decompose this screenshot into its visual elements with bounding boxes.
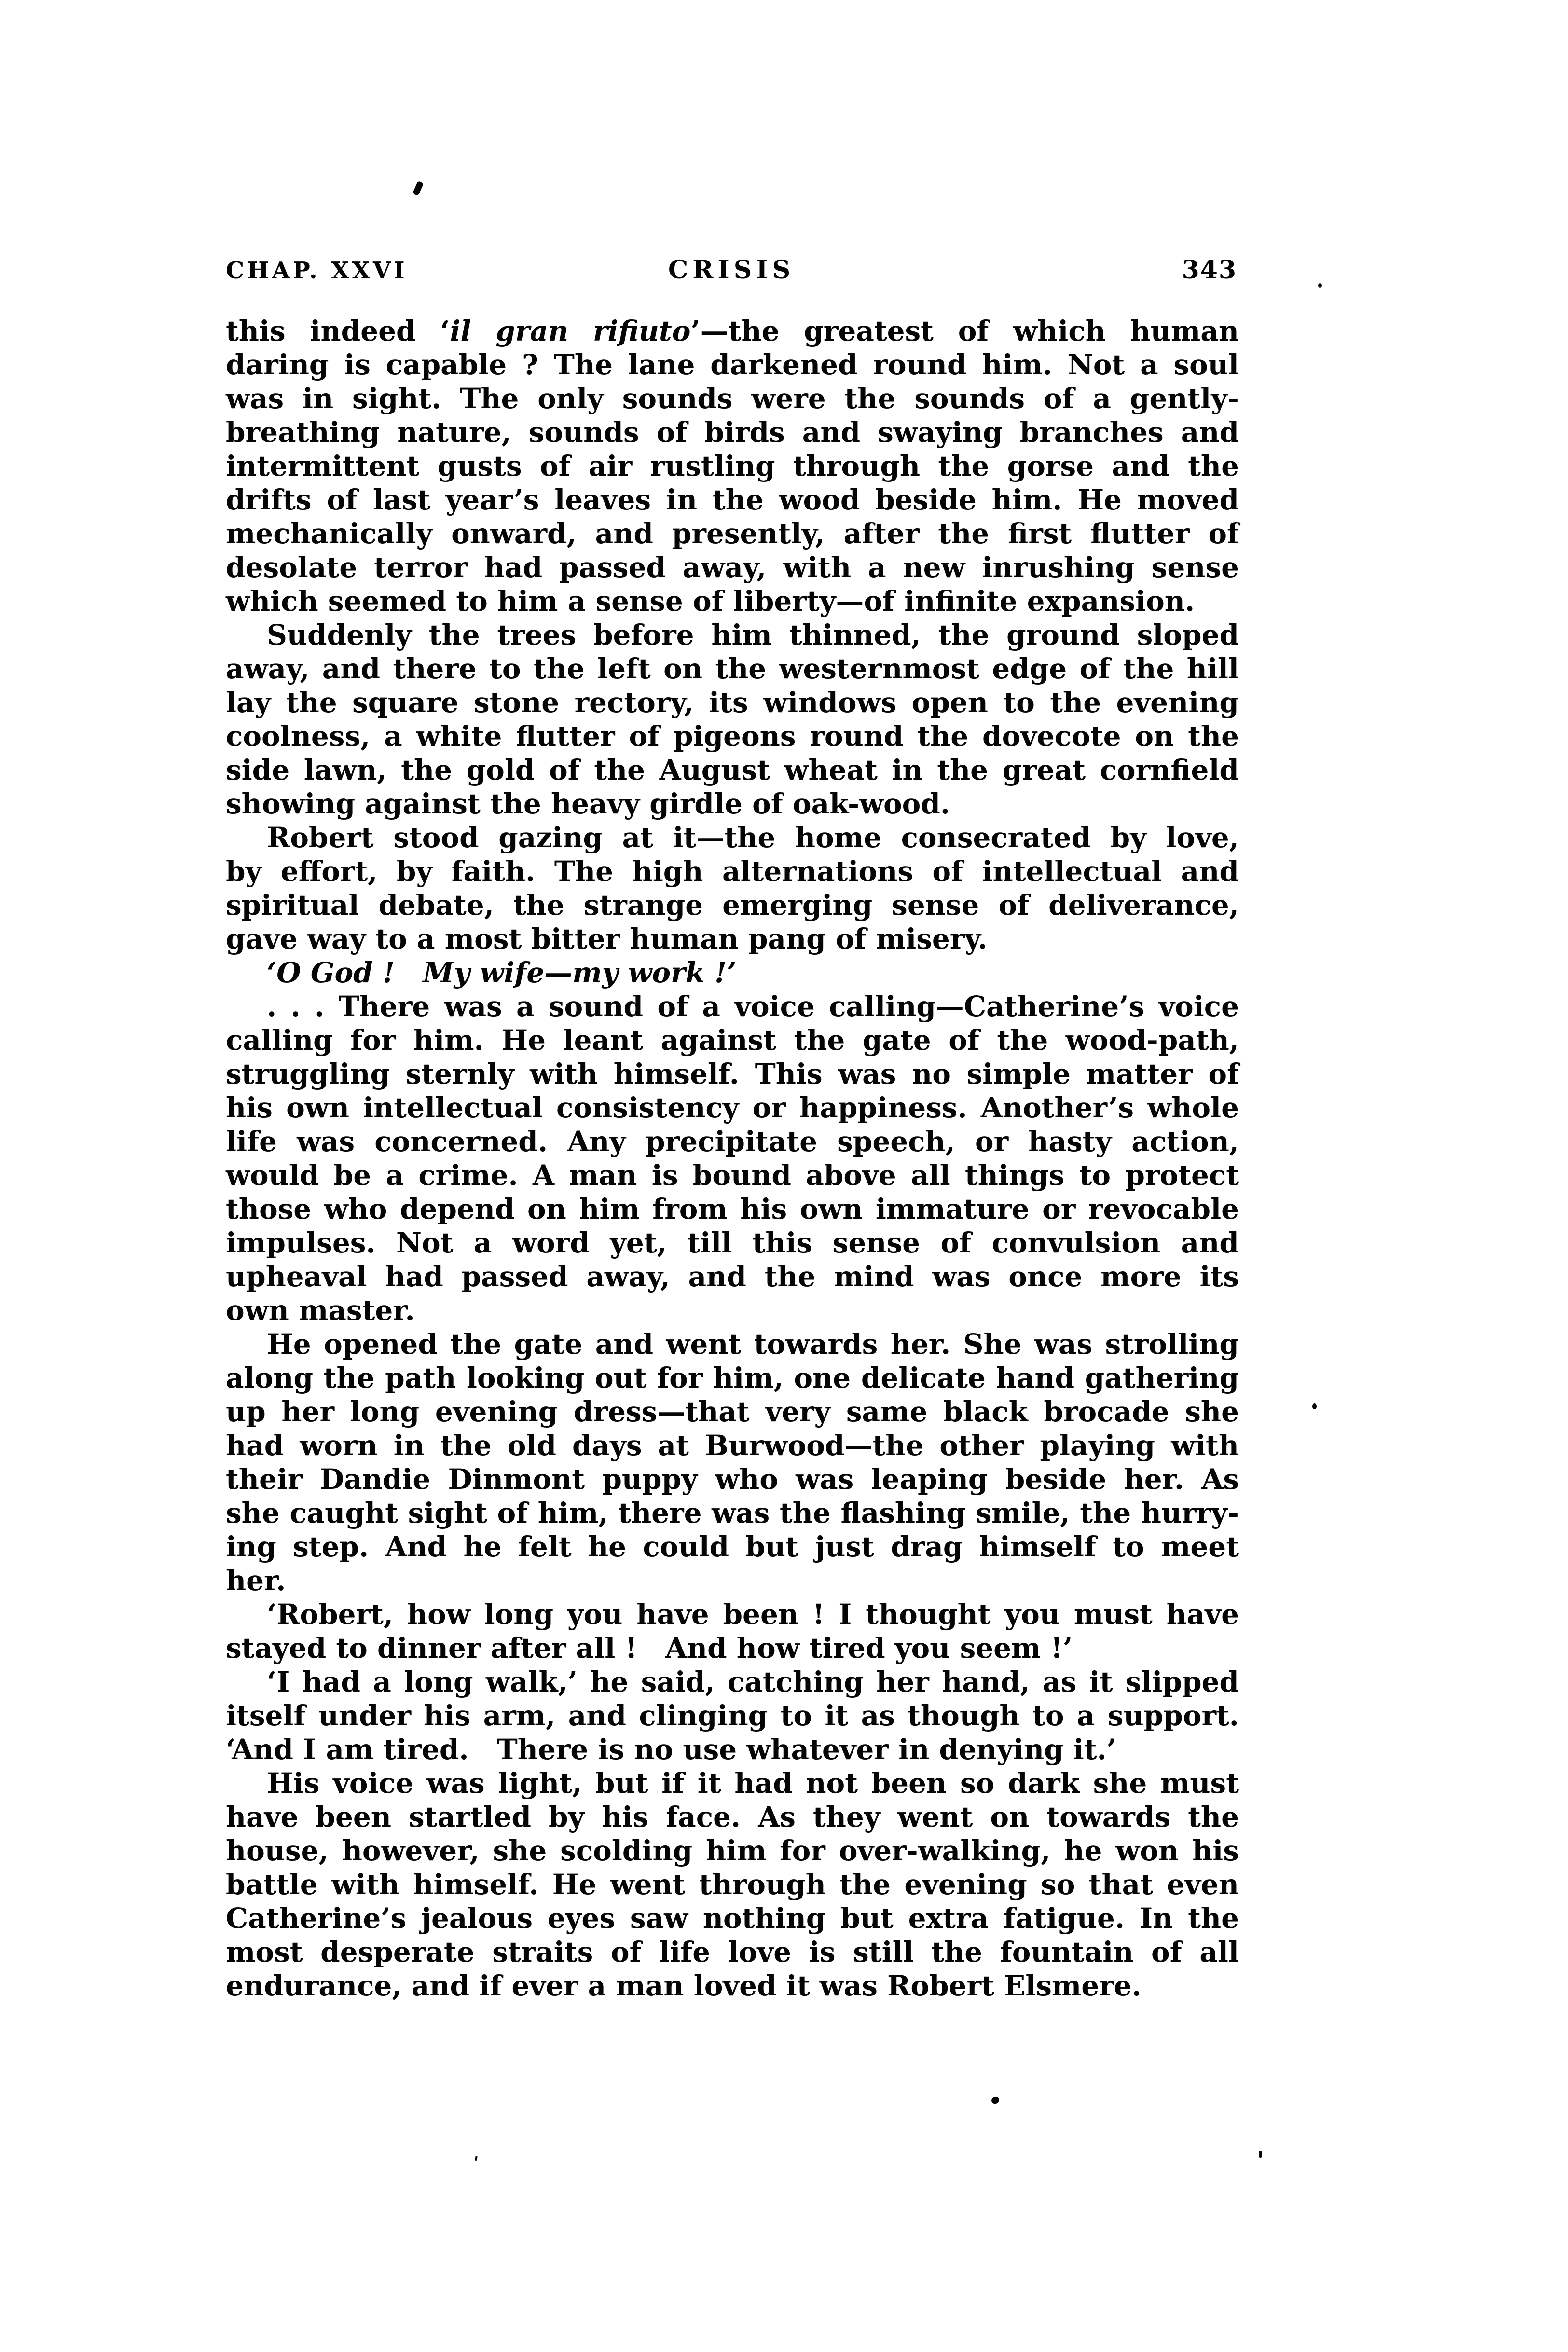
text-line: had worn in the old days at Burwood—the other playing with: [226, 1429, 1239, 1462]
ink-speck: [1259, 2151, 1262, 2158]
text-line: house, however, she scolding him for over-walking, he won his: [226, 1834, 1239, 1867]
ink-speck: [475, 2156, 477, 2161]
text-line: struggling sternly with himself. This was no simple matter of: [226, 1058, 1239, 1090]
text-line: her.: [226, 1564, 286, 1597]
text-line: . . . There was a sound of a voice calling—Catherine’s voice: [267, 990, 1239, 1023]
ink-speck: [1318, 283, 1322, 288]
text-line: His voice was light, but if it had not been so dark she must: [267, 1767, 1239, 1800]
ink-smudge: [413, 181, 424, 196]
text-line: ‘O God ! My wife—my work !’: [267, 956, 737, 989]
text-line: endurance, and if ever a man loved it was Robert Elsmere.: [226, 1969, 1142, 2002]
text-line: Robert stood gazing at it—the home consecrated by love,: [267, 821, 1239, 854]
text-line: most desperate straits of life love is still the fountain of all: [226, 1936, 1239, 1968]
text-line: gave way to a most bitter human pang of misery.: [226, 922, 988, 955]
page-title: CRISIS: [668, 255, 795, 285]
page-number: 343: [1182, 255, 1237, 285]
text-line: ‘And I am tired. There is no use whatever in denying it.’: [226, 1733, 1116, 1766]
text-line: calling for him. He leant against the gate of the wood-path,: [226, 1024, 1239, 1057]
text-line: showing against the heavy girdle of oak-wood.: [226, 787, 950, 820]
text-line: stayed to dinner after all ! And how tired you seem !’: [226, 1632, 1073, 1664]
text-line: side lawn, the gold of the August wheat in the great cornfield: [226, 754, 1239, 786]
text-line: which seemed to him a sense of liberty—of infinite expansion.: [226, 585, 1195, 618]
running-head: [226, 255, 1237, 286]
text-line: desolate terror had passed away, with a new inrushing sense: [226, 551, 1239, 584]
text-line: drifts of last year’s leaves in the wood beside him. He moved: [226, 483, 1239, 516]
text-line: up her long evening dress—that very same black brocade she: [226, 1395, 1239, 1428]
text-line: along the path looking out for him, one delicate hand gathering: [226, 1362, 1239, 1394]
text-line: Catherine’s jealous eyes saw nothing but extra fatigue. In the: [226, 1902, 1239, 1935]
chapter-label: CHAP. XXVI: [226, 257, 408, 284]
text-line: own master.: [226, 1294, 415, 1327]
text-line: battle with himself. He went through the evening so that even: [226, 1868, 1239, 1901]
text-line: lay the square stone rectory, its windows open to the evening: [226, 686, 1239, 719]
text-segment: ’—the greatest of which human: [690, 315, 1239, 347]
text-line: coolness, a white flutter of pigeons round the dovecote on the: [226, 720, 1239, 753]
text-line: ing step. And he felt he could but just drag himself to meet: [226, 1530, 1239, 1563]
text-line: impulses. Not a word yet, till this sense of convulsion and: [226, 1226, 1239, 1259]
ink-speck: [990, 2096, 1000, 2105]
text-line: have been startled by his face. As they went on towards the: [226, 1801, 1239, 1833]
text-line: [226, 314, 1239, 348]
text-line: upheaval had passed away, and the mind was once more its: [226, 1260, 1239, 1293]
text-line: was in sight. The only sounds were the sounds of a gently-: [226, 382, 1239, 415]
text-line: ‘I had a long walk,’ he said, catching her hand, as it slipped: [267, 1665, 1239, 1698]
text-line: ‘Robert, how long you have been ! I thought you must have: [267, 1598, 1239, 1631]
text-block: [226, 314, 1239, 2003]
text-line: Suddenly the trees before him thinned, the ground sloped: [267, 619, 1239, 651]
text-line: away, and there to the left on the westernmost edge of the hill: [226, 652, 1239, 685]
text-line: life was concerned. Any precipitate speech, or hasty action,: [226, 1125, 1239, 1158]
text-line: breathing nature, sounds of birds and swaying branches and: [226, 416, 1239, 449]
ink-speck: [1312, 1403, 1317, 1409]
text-line: spiritual debate, the strange emerging sense of deliverance,: [226, 889, 1239, 922]
text-line: those who depend on him from his own immature or revocable: [226, 1193, 1239, 1225]
text-line: their Dandie Dinmont puppy who was leaping beside her. As: [226, 1463, 1239, 1496]
text-segment: this indeed ‘: [226, 315, 450, 347]
text-line: would be a crime. A man is bound above all things to protect: [226, 1159, 1239, 1192]
text-line: by effort, by faith. The high alternations of intellectual and: [226, 855, 1239, 888]
italic-phrase: il gran rifiuto: [450, 315, 691, 347]
text-line: his own intellectual consistency or happiness. Another’s whole: [226, 1091, 1239, 1124]
text-line: He opened the gate and went towards her. She was strolling: [267, 1328, 1239, 1361]
text-line: daring is capable ? The lane darkened round him. Not a soul: [226, 348, 1239, 381]
text-line: intermittent gusts of air rustling through the gorse and the: [226, 450, 1239, 482]
text-line: she caught sight of him, there was the flashing smile, the hurry-: [226, 1497, 1239, 1529]
text-line: mechanically onward, and presently, after the first flutter of: [226, 517, 1239, 550]
text-line: itself under his arm, and clinging to it as though to a support.: [226, 1699, 1239, 1732]
